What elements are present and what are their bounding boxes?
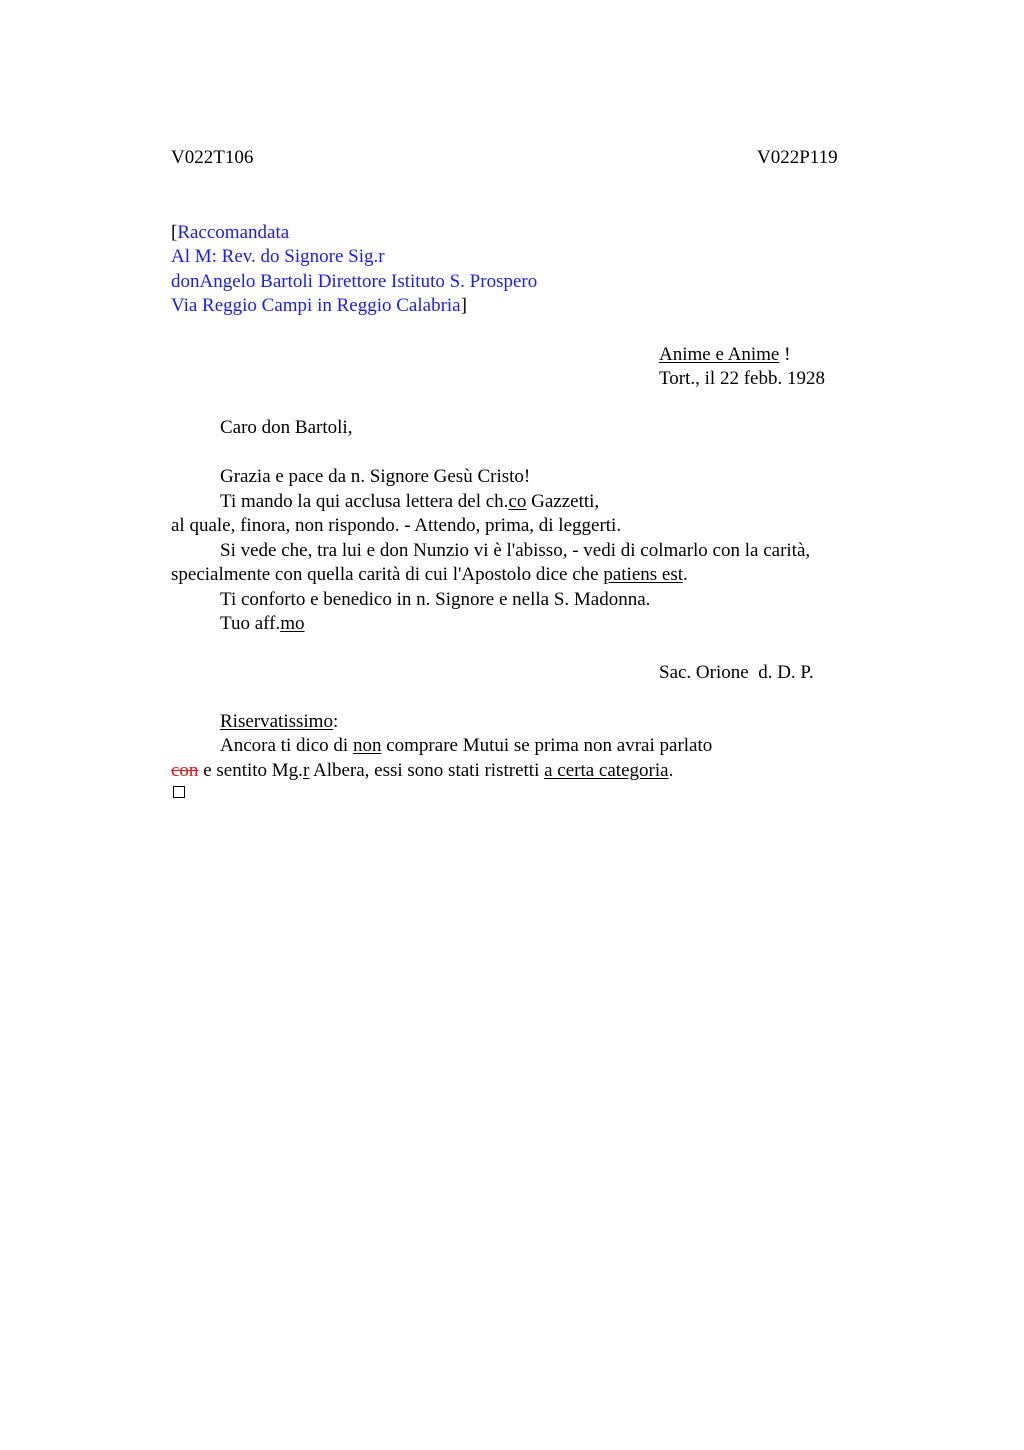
postscript-line-2-underlined: r <box>302 760 310 781</box>
postscript-line-2-a: e sentito Mg. <box>198 760 303 781</box>
body-line-5-a: specialmente con quella carità di cui l'Apostolo dice che <box>171 564 604 585</box>
address-text-4: Via Reggio Campi in Reggio Calabria <box>171 295 461 316</box>
body-line-7 <box>220 612 304 637</box>
signature: Sac. Orione d. D. P. <box>659 662 814 683</box>
salutation: Caro don Bartoli, <box>220 417 353 438</box>
address-line-4 <box>171 294 467 319</box>
body-line-2 <box>220 490 599 515</box>
body-line-1: Grazia e pace da n. Signore Gesù Cristo! <box>220 466 531 487</box>
body-line-2-a: Ti mando la qui acclusa lettera del ch. <box>220 491 509 512</box>
body-line-6: Ti conforto e benedico in n. Signore e nella S. Madonna. <box>220 589 651 610</box>
address-line-2: Al M: Rev. do Signore Sig.r <box>171 246 385 267</box>
header-right-code: V022P119 <box>757 147 838 168</box>
postscript-line-1-underlined: non <box>352 735 382 756</box>
address-open-bracket: [ <box>171 222 178 243</box>
end-square-icon <box>173 786 185 798</box>
postscript-line-2-b: Albera, essi sono stati ristretti <box>309 760 545 781</box>
body-line-2-underlined: co <box>508 491 527 512</box>
dateline-date: Tort., il 22 febb. 1928 <box>659 368 825 389</box>
postscript-line-2-underlined-2: a certa categoria <box>544 760 669 781</box>
address-line-3: donAngelo Bartoli Direttore Istituto S. Prospero <box>171 271 538 292</box>
dateline-motto-mark: ! <box>779 344 791 365</box>
body-line-7-a: Tuo aff. <box>220 613 281 634</box>
postscript-line-1-a: Ancora ti dico di <box>220 735 353 756</box>
body-line-5-b: . <box>683 564 688 585</box>
postscript-line-2 <box>171 759 673 784</box>
body-line-5-underlined: patiens est <box>603 564 684 585</box>
body-line-4: Si vede che, tra lui e don Nunzio vi è l'abisso, - vedi di colmarlo con la carità, <box>220 540 811 561</box>
header-left-code: V022T106 <box>171 147 254 168</box>
address-close-bracket: ] <box>460 295 467 316</box>
postscript-heading-line <box>220 710 338 735</box>
postscript-struck-word: con <box>171 760 199 781</box>
body-line-3: al quale, finora, non rispondo. - Attendo, prima, di leggerti. <box>171 515 622 536</box>
postscript-line-2-c: . <box>668 760 674 781</box>
address-text-1: Raccomandata <box>177 222 290 243</box>
postscript-line-1 <box>220 734 712 759</box>
address-line-1 <box>171 221 289 246</box>
postscript-heading: Riservatissimo <box>220 711 333 732</box>
body-line-7-underlined: mo <box>280 613 305 634</box>
body-line-5 <box>171 563 688 588</box>
dateline-motto-line <box>659 343 790 368</box>
postscript-line-1-b: comprare Mutui se prima non avrai parlato <box>381 735 713 756</box>
dateline-motto: Anime e Anime <box>659 344 780 365</box>
postscript-heading-colon: : <box>332 711 339 732</box>
body-line-2-b: Gazzetti, <box>526 491 600 512</box>
